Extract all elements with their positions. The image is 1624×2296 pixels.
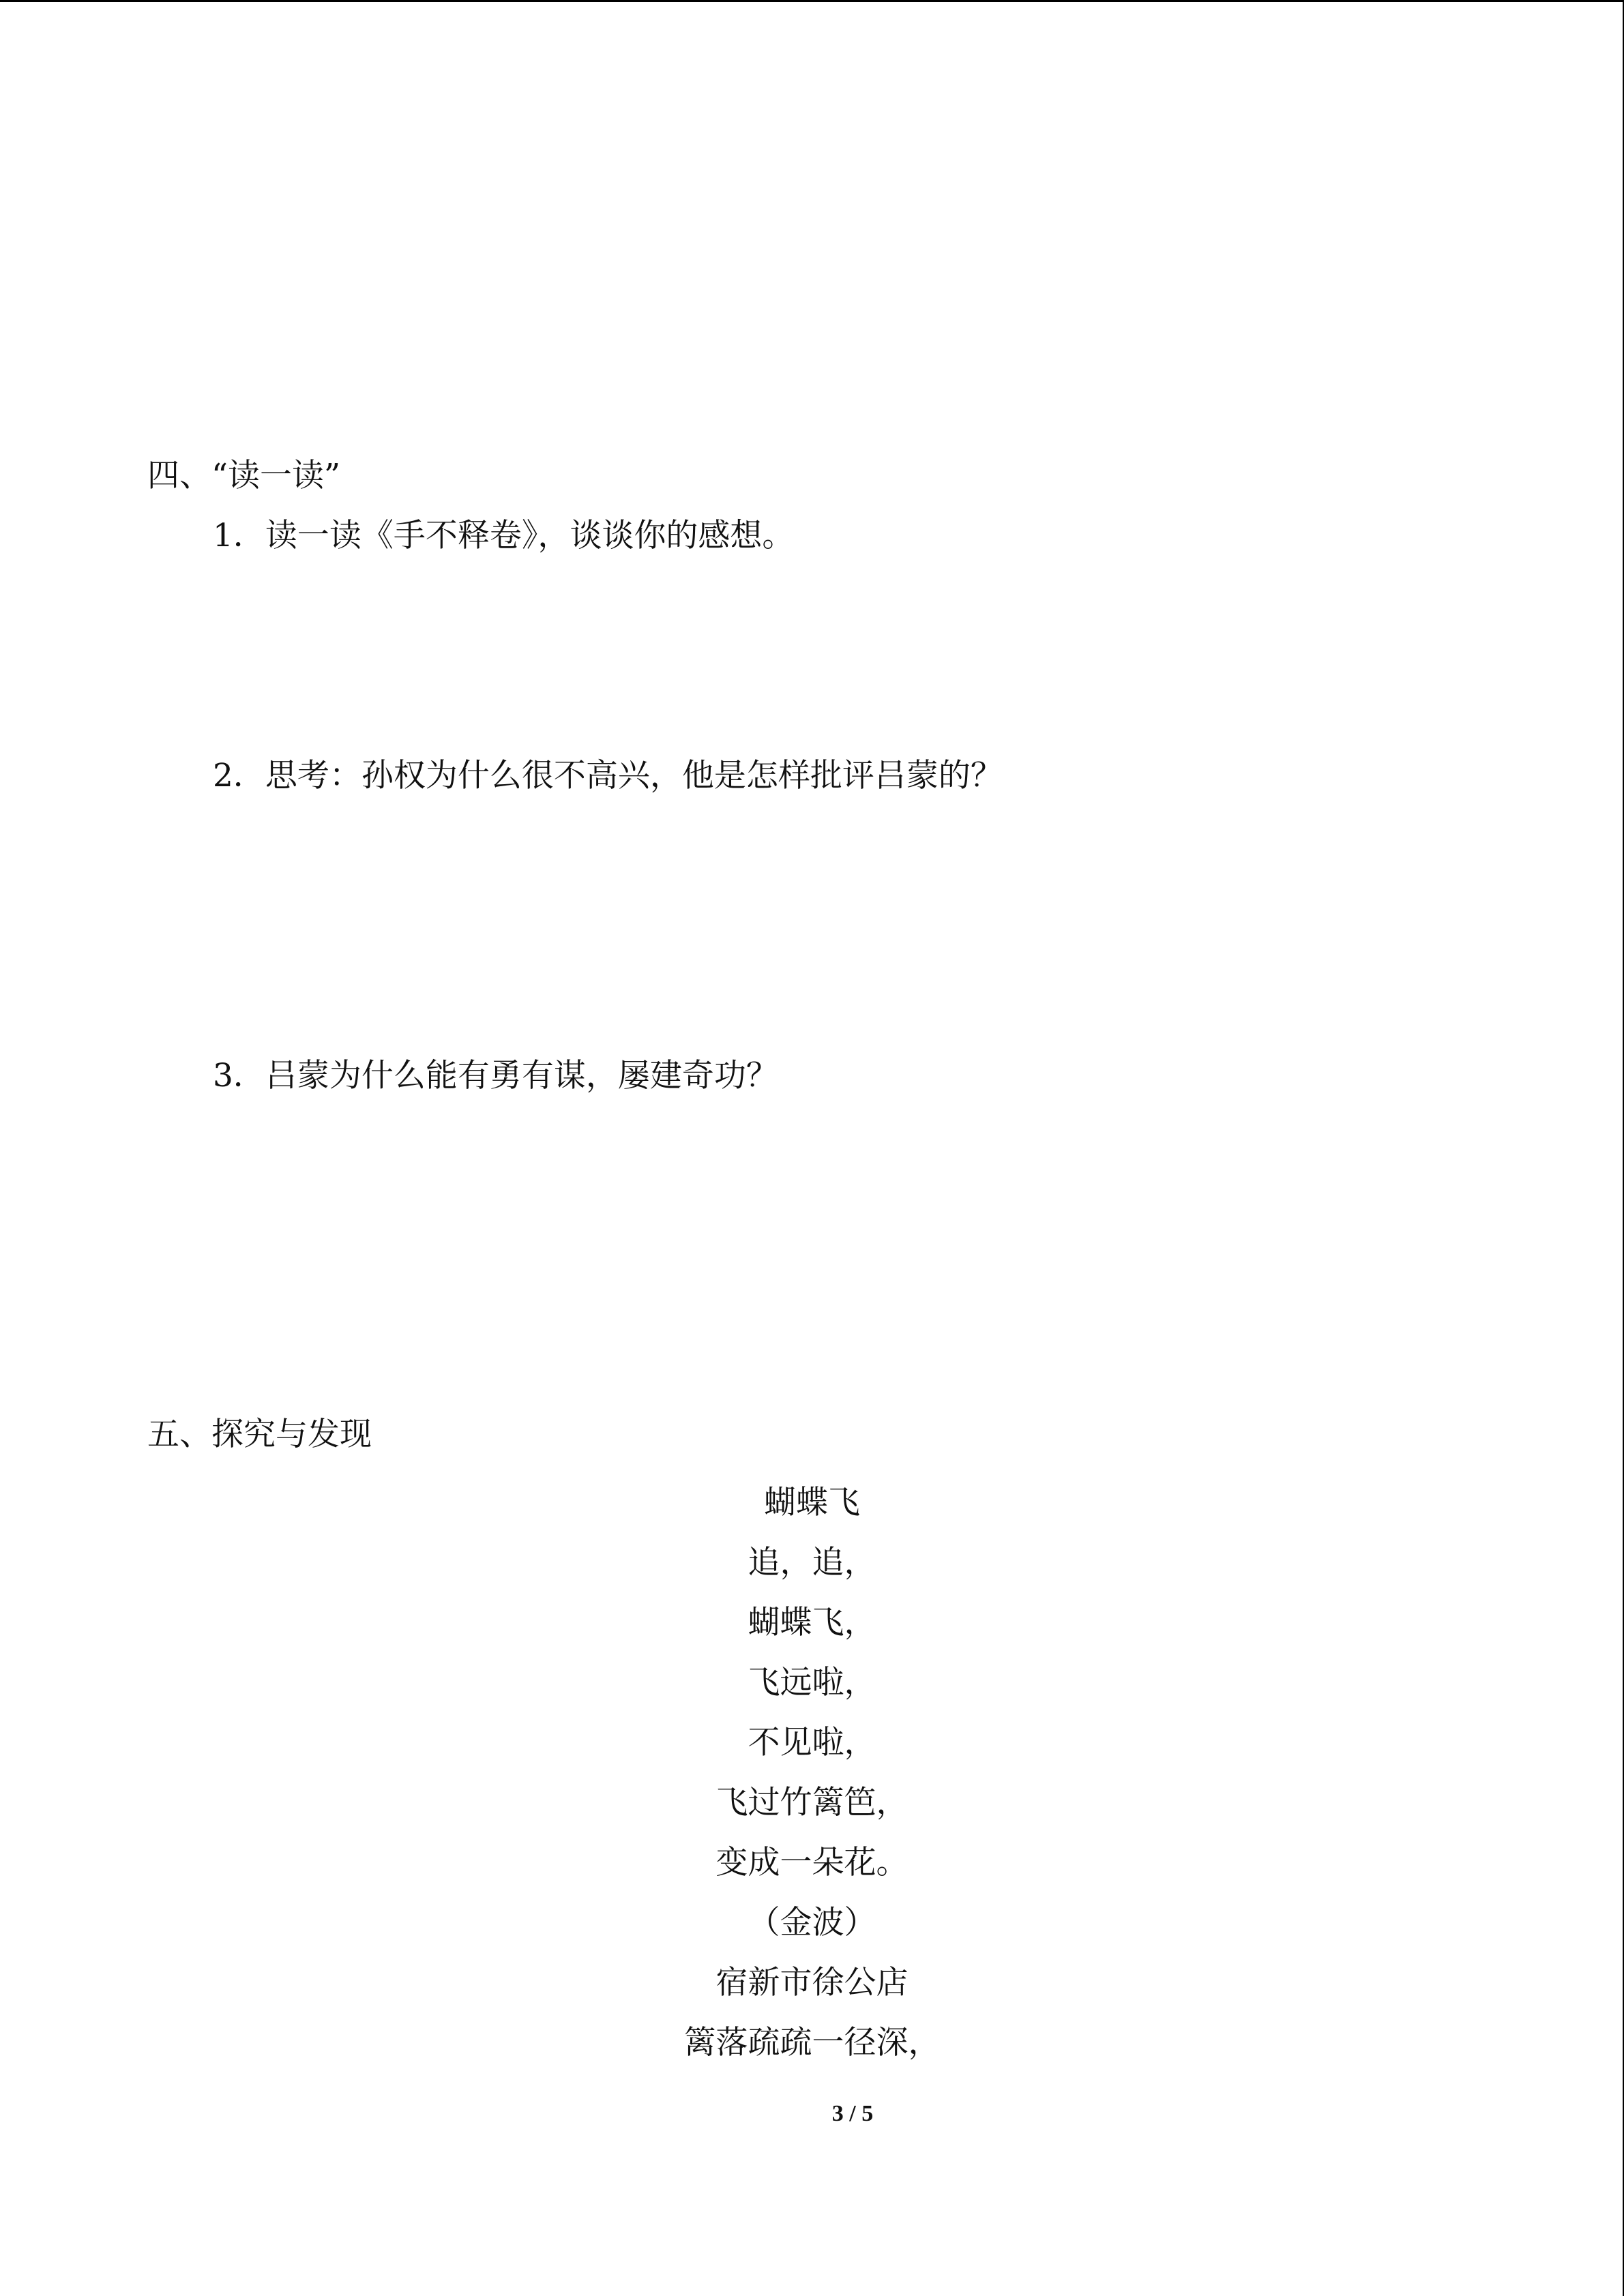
question-2: 2．思考：孙权为什么很不高兴，他是怎样批评吕蒙的？ bbox=[213, 757, 1003, 794]
top-border bbox=[0, 0, 1624, 2]
poem-block bbox=[0, 1473, 1624, 2073]
second-poem-title: 宿新市徐公店 bbox=[715, 1964, 909, 2001]
poem-line: 追，追， bbox=[748, 1544, 876, 1581]
question-1: 1．读一读《手不释卷》，谈谈你的感想。 bbox=[213, 517, 795, 554]
question-3: 3．吕蒙为什么能有勇有谋，屡建奇功？ bbox=[213, 1057, 778, 1094]
poem-line: 蝴蝶飞， bbox=[748, 1604, 876, 1641]
section-4-heading: 四、“读一读” bbox=[147, 457, 341, 494]
poem-line: 篱落疏疏一径深， bbox=[683, 2024, 941, 2061]
poem-line: 变成一朵花。 bbox=[715, 1844, 909, 1881]
poem-line: 飞远啦， bbox=[748, 1664, 876, 1701]
poem-line: 飞过竹篱笆， bbox=[715, 1784, 909, 1821]
poem-author: （金波） bbox=[748, 1904, 876, 1941]
section-5-heading: 五、探究与发现 bbox=[147, 1416, 372, 1453]
page-number: 3 / 5 bbox=[831, 2101, 874, 2126]
poem-line: 不见啦， bbox=[748, 1724, 876, 1761]
poem-title: 蝴蝶飞 bbox=[764, 1484, 860, 1521]
